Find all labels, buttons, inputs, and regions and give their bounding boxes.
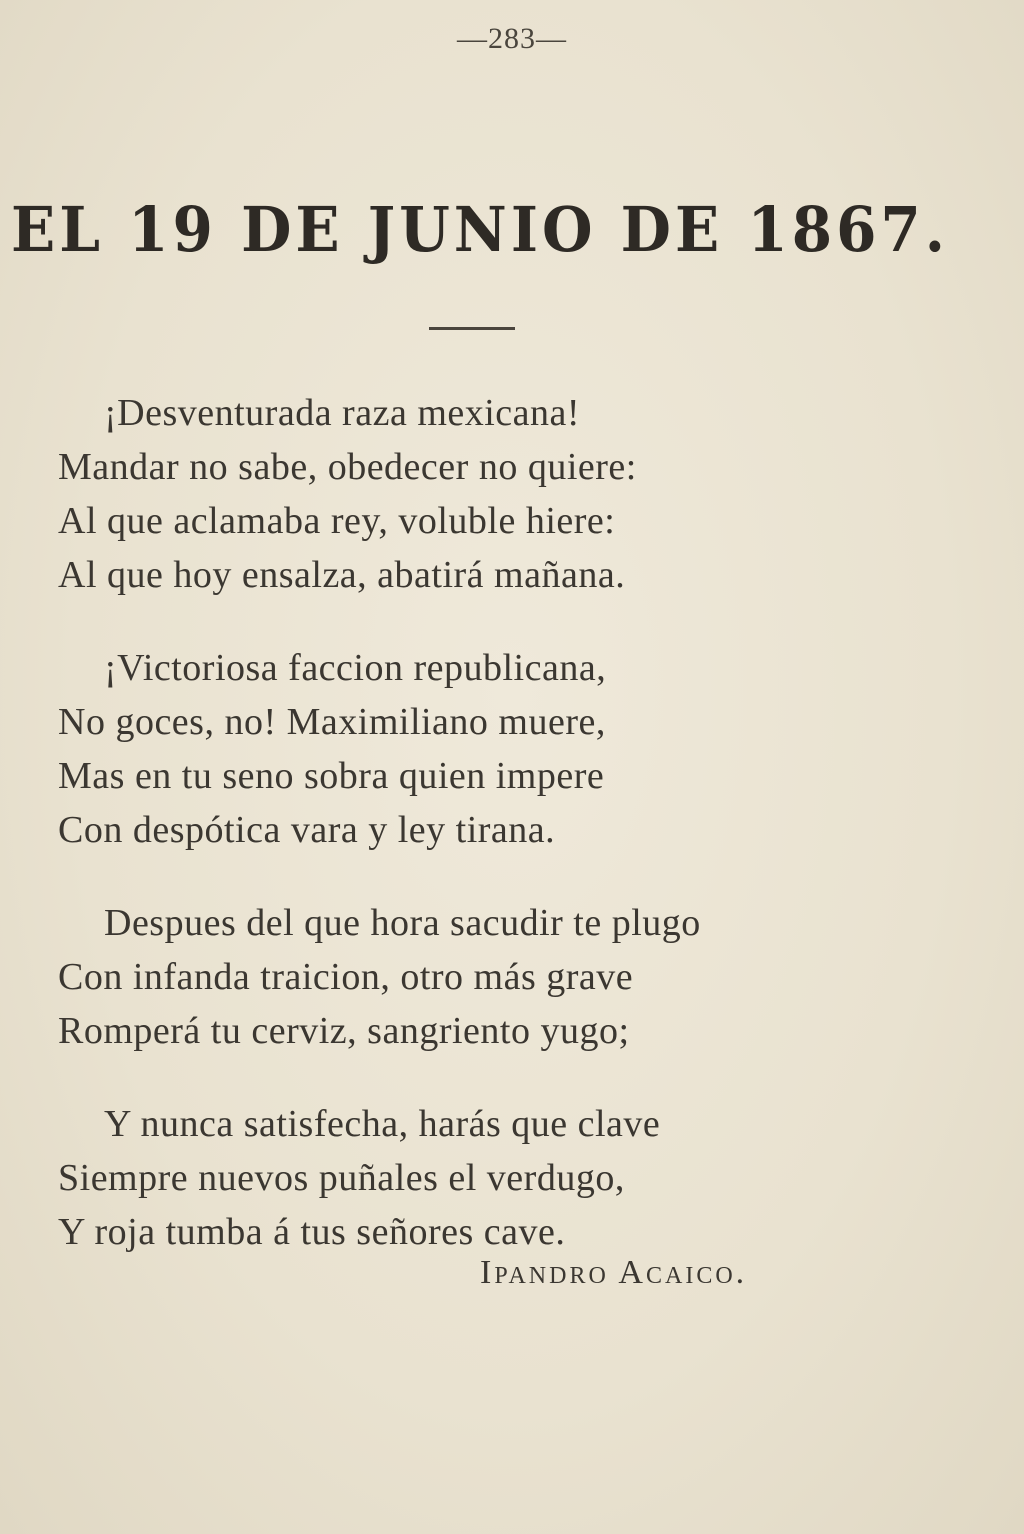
author-signature: Ipandro Acaico. [480, 1254, 748, 1291]
stanza-4 [58, 1097, 858, 1259]
verse-line: ¡Desventurada raza mexicana! [104, 392, 581, 434]
verse-line: ¡Victoriosa faccion republicana, [104, 647, 607, 689]
verse-line: Mandar no sabe, obedecer no quiere: [58, 446, 637, 488]
verse-line: Al que hoy ensalza, abatirá mañana. [58, 554, 626, 596]
verse-line: Y nunca satisfecha, harás que clave [104, 1103, 661, 1145]
poem-body [58, 386, 858, 1298]
verse-line: Despues del que hora sacudir te plugo [104, 902, 701, 944]
verse-line: Y roja tumba á tus señores cave. [58, 1211, 566, 1253]
page-number: —283— [457, 22, 567, 55]
poem-title: EL 19 DE JUNIO DE 1867. [11, 193, 949, 267]
verse-line: Con infanda traicion, otro más grave [58, 956, 634, 998]
stanza-1 [58, 386, 858, 602]
verse-line: Romperá tu cerviz, sangriento yugo; [58, 1010, 630, 1052]
verse-line: Con despótica vara y ley tirana. [58, 809, 556, 851]
verse-line: No goces, no! Maximiliano muere, [58, 701, 606, 743]
verse-line: Al que aclamaba rey, voluble hiere: [58, 500, 616, 542]
verse-line: Mas en tu seno sobra quien impere [58, 755, 605, 797]
verse-line: Siempre nuevos puñales el verdugo, [58, 1157, 625, 1199]
stanza-3 [58, 896, 858, 1058]
stanza-2 [58, 641, 858, 857]
title-divider [429, 327, 515, 330]
